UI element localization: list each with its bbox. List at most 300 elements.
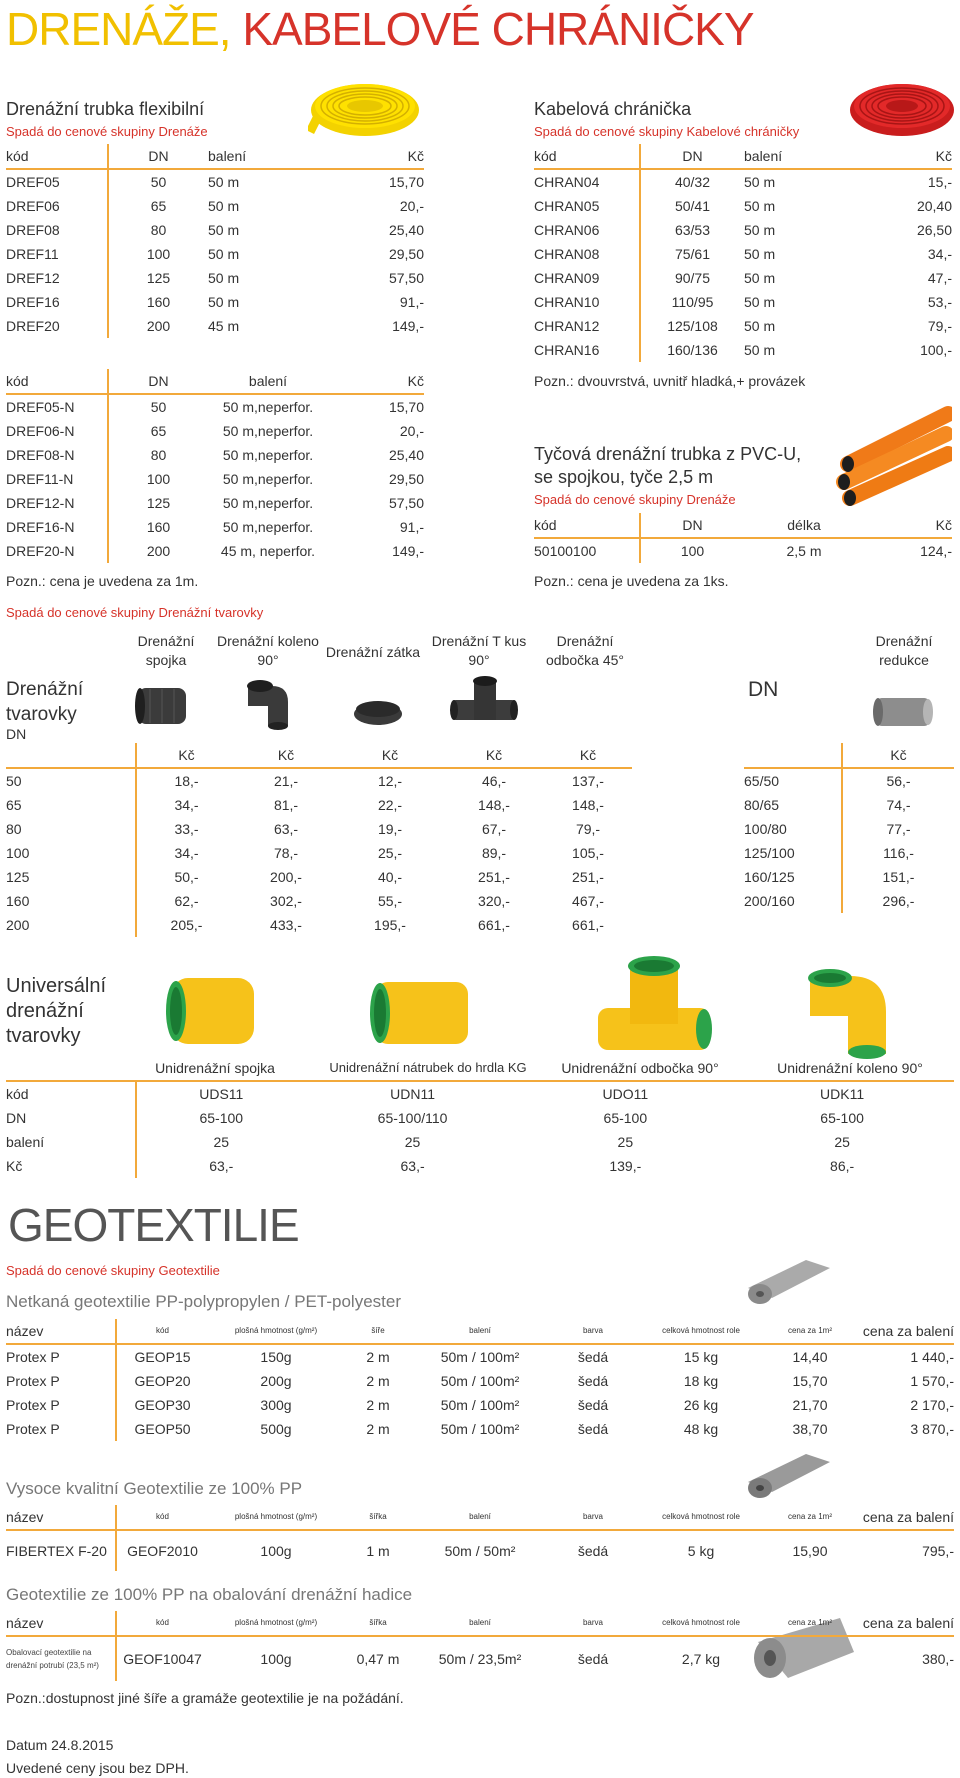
column-header: kód (534, 513, 640, 538)
table-cell: 200/160 (744, 889, 842, 913)
universal-title-line2: drenážní (6, 1000, 84, 1022)
table-cell: 296,- (882, 893, 915, 909)
table-row (6, 443, 424, 467)
column-header: DN (640, 144, 744, 169)
table-row (534, 314, 952, 338)
fitting-col-2-line2: 90° (257, 652, 279, 668)
table-row (6, 1130, 953, 1154)
table-row (534, 266, 952, 290)
column-header: cena za 1m² (764, 1505, 856, 1530)
column-header: celková hmotnost role (638, 1319, 764, 1344)
table-cell: 50m / 100m² (440, 1373, 520, 1389)
table-cell: Protex P (6, 1393, 116, 1417)
table-cell: 433,- (270, 917, 302, 933)
table-row (6, 266, 424, 290)
table-header-row (6, 1611, 954, 1636)
column-header: celková hmotnost role (638, 1611, 764, 1636)
table-cell: DREF05-N (6, 394, 108, 419)
table-cell: 1 m (366, 1543, 390, 1559)
table-cell: 57,50 (388, 270, 424, 286)
table-cell: šedá (577, 1373, 609, 1389)
table-cell: GEOP50 (134, 1421, 191, 1437)
table-cell: 100 (146, 246, 171, 262)
table-cell: 45 m (208, 318, 240, 334)
table-row (6, 913, 632, 937)
table-cell: 105,- (572, 845, 604, 861)
column-header: balení (412, 1505, 548, 1530)
table-cell: CHRAN09 (534, 266, 640, 290)
cable-group: Spadá do cenové skupiny Kabelové chráničky (534, 124, 800, 139)
pvc-group: Spadá do cenové skupiny Drenáže (534, 492, 736, 507)
table-cell: FIBERTEX F-20 (6, 1530, 116, 1571)
table-row (534, 290, 952, 314)
table-cell: 205,- (170, 917, 203, 933)
column-header: celková hmotnost role (638, 1505, 764, 1530)
table-row (6, 515, 424, 539)
table-cell: 50 m (744, 198, 776, 214)
table-cell: 74,- (886, 797, 911, 813)
table-cell: UDO11 (602, 1086, 649, 1102)
cable-title: Kabelová chránička (534, 99, 692, 119)
table-cell: 63,- (273, 821, 299, 837)
table-cell: 100 (146, 471, 171, 487)
table-cell: 34,- (174, 797, 199, 813)
fitting-col-5-line2: odbočka 45° (546, 652, 624, 668)
table-cell: 81,- (273, 797, 299, 813)
table-cell: 25 (404, 1134, 421, 1150)
column-header: cena za balení (856, 1505, 954, 1530)
column-header: barva (548, 1319, 638, 1344)
table-row (6, 889, 632, 913)
table-cell: 50 (150, 174, 167, 190)
table-cell: 91,- (399, 519, 424, 535)
row-label: Kč (6, 1154, 136, 1178)
table-header-row (6, 369, 424, 394)
table-row (744, 841, 954, 865)
table-cell: 21,- (273, 773, 299, 789)
table-row (534, 218, 952, 242)
table-cell: 124,- (920, 543, 952, 559)
fittings-table (6, 743, 632, 937)
red-pipe-coil-image (846, 76, 956, 138)
table-cell: 15,- (927, 174, 952, 190)
fitting-col-1-line2: spojka (145, 652, 187, 668)
table-cell: 795,- (922, 1543, 954, 1559)
reducer-image (872, 690, 934, 732)
geo-sub3: Geotextilie ze 100% PP na obalování drenážní hadice (6, 1585, 413, 1604)
table-cell: 200 (6, 913, 136, 937)
table-cell: 40,- (377, 869, 403, 885)
table-row (744, 889, 954, 913)
column-header: kód (116, 1611, 208, 1636)
table-cell: GEOP20 (134, 1373, 191, 1389)
table-cell: 15,70 (388, 399, 424, 415)
table-cell: 67,- (481, 821, 507, 837)
table-cell: 56,- (886, 773, 911, 789)
table-cell: 200 (146, 543, 171, 559)
table-row (6, 194, 424, 218)
reduction-dn-label: DN (748, 678, 779, 701)
table-cell: 148,- (572, 797, 604, 813)
column-header: balení (208, 369, 328, 394)
table-cell: 57,50 (388, 495, 424, 511)
product-name-line: drenážní potrubí (23,5 m²) (6, 1661, 99, 1670)
table-cell: CHRAN12 (534, 314, 640, 338)
geo-table-2 (6, 1505, 954, 1571)
table-cell: 50 m (744, 246, 776, 262)
fittings-label-line2: tvarovky (6, 704, 77, 725)
column-header: Kč (136, 743, 236, 768)
table-cell: 149,- (392, 543, 424, 559)
table-cell: DREF11 (6, 242, 108, 266)
table-cell: 50 m (208, 222, 240, 238)
table-row (6, 218, 424, 242)
column-header: kód (6, 369, 108, 394)
table-cell: 65 (6, 793, 136, 817)
table-cell: GEOF2010 (127, 1543, 198, 1559)
table-cell: 50m / 23,5m² (438, 1651, 522, 1667)
table-cell: 100g (260, 1651, 292, 1667)
table-cell: 91,- (399, 294, 424, 310)
table-row (6, 314, 424, 338)
table-cell: 50 m (208, 174, 240, 190)
table-cell: DREF20 (6, 314, 108, 338)
table-row (534, 169, 952, 194)
table-cell: DREF05 (6, 169, 108, 194)
table-cell: 65/50 (744, 768, 842, 793)
table-cell: 77,- (886, 821, 911, 837)
table-cell: 50/41 (674, 198, 711, 214)
table-cell: Protex P (6, 1344, 116, 1369)
column-header: kód (116, 1505, 208, 1530)
table-cell: CHRAN04 (534, 169, 640, 194)
table-cell: 65-100 (820, 1110, 864, 1126)
table-cell: 50 m,neperfor. (222, 447, 314, 463)
column-header: Kč (864, 513, 952, 538)
table-cell: CHRAN06 (534, 218, 640, 242)
table-row (6, 491, 424, 515)
universal-product-4: Unidrenážní koleno 90° (777, 1060, 923, 1076)
table-cell: 50,- (174, 869, 199, 885)
table-cell: 251,- (572, 869, 604, 885)
table-cell: 33,- (174, 821, 199, 837)
column-header: Kč (864, 144, 952, 169)
table-cell: DREF12 (6, 266, 108, 290)
table-cell: 65-100 (199, 1110, 244, 1126)
table-cell: 25,40 (388, 447, 424, 463)
table-cell: 34,- (174, 845, 199, 861)
table-cell: 62,- (174, 893, 199, 909)
table-cell: 195,- (374, 917, 406, 933)
column-header: plošná hmotnost (g/m²) (208, 1505, 344, 1530)
table-row (6, 1344, 954, 1369)
table-cell: 50m / 100m² (440, 1397, 520, 1413)
table-cell: 1 440,- (910, 1349, 954, 1365)
table-cell: 34,- (927, 246, 952, 262)
column-header: barva (548, 1505, 638, 1530)
table-cell: 15,70 (388, 174, 424, 190)
table-cell: 139,- (609, 1158, 642, 1174)
pvc-table (534, 513, 952, 563)
table-row (534, 338, 952, 362)
table-cell: 125 (6, 865, 136, 889)
table-cell: 90/75 (674, 270, 711, 286)
universal-title (6, 974, 106, 1049)
column-header: Kč (328, 144, 424, 169)
table-cell: 50 m (208, 294, 240, 310)
table-row (6, 841, 632, 865)
table-cell: 2 m (366, 1421, 390, 1437)
table-cell: DREF20-N (6, 539, 108, 563)
product-name-line: Obalovací geotextilie na (6, 1648, 92, 1657)
table-row (6, 1082, 953, 1106)
geo-table-3 (6, 1611, 954, 1681)
geotextile-roll-image-2 (742, 1448, 834, 1502)
table-cell: 25,40 (388, 222, 424, 238)
table-row (6, 1530, 954, 1571)
fitting-col-4-header (424, 632, 534, 670)
flex-pipe-table (6, 144, 424, 338)
cable-table (534, 144, 952, 362)
table-cell: GEOF10047 (123, 1651, 202, 1667)
table-cell: GEOP15 (134, 1349, 191, 1365)
table-cell: šedá (577, 1421, 609, 1437)
reduction-table (744, 743, 954, 913)
table-cell: 100 (6, 841, 136, 865)
table-cell: 160/136 (667, 342, 718, 358)
table-cell: 5 kg (687, 1543, 715, 1559)
column-header: balení (412, 1319, 548, 1344)
table-cell: 2,7 kg (681, 1651, 721, 1667)
cap-image (352, 694, 404, 728)
column-header: barva (548, 1611, 638, 1636)
table-row (6, 1106, 953, 1130)
table-row (534, 242, 952, 266)
table-cell: DREF12-N (6, 491, 108, 515)
column-header: šířka (344, 1505, 412, 1530)
table-cell: 50m / 100m² (440, 1349, 520, 1365)
pvc-title (534, 443, 801, 489)
table-cell: 50 m,neperfor. (222, 495, 314, 511)
table-row (6, 817, 632, 841)
table-cell: 50 m (744, 222, 776, 238)
table-cell: DREF06-N (6, 419, 108, 443)
table-cell: 26,50 (916, 222, 952, 238)
table-row (6, 1369, 954, 1393)
fitting-col-4-line2: 90° (468, 652, 490, 668)
table-cell: 50 m (744, 342, 776, 358)
table-cell: 50 m (744, 318, 776, 334)
table-header-row (6, 743, 632, 768)
column-header: šíře (344, 1319, 412, 1344)
table-cell: 2 m (366, 1397, 390, 1413)
table-cell: 25,- (377, 845, 403, 861)
universal-title-line3: tvarovky (6, 1025, 81, 1047)
table-cell: 65 (150, 423, 167, 439)
table-cell: 302,- (270, 893, 302, 909)
fittings-dn-label: DN (6, 726, 27, 742)
table-cell: 48 kg (683, 1421, 719, 1437)
table-cell: DREF06 (6, 194, 108, 218)
table-cell: 160 (146, 294, 171, 310)
table-cell: šedá (577, 1397, 609, 1413)
table-cell: DREF16-N (6, 515, 108, 539)
column-header: DN (640, 513, 744, 538)
flex-pipe-n-table (6, 369, 424, 563)
table-cell: 110/95 (671, 294, 714, 310)
geo-sub2: Vysoce kvalitní Geotextilie ze 100% PP (6, 1479, 303, 1498)
table-cell: 25 (834, 1134, 850, 1150)
table-cell: DREF08-N (6, 443, 108, 467)
table-row (6, 419, 424, 443)
table-cell: 150g (260, 1349, 292, 1365)
geo-group: Spadá do cenové skupiny Geotextilie (6, 1263, 220, 1278)
table-cell: 50100100 (534, 538, 640, 563)
table-cell: šedá (577, 1349, 609, 1365)
table-cell: 53,- (927, 294, 952, 310)
fitting-col-1-header (118, 632, 214, 670)
footer-vat: Uvedené ceny jsou bez DPH. (6, 1760, 189, 1776)
table-row (6, 1154, 953, 1178)
column-header: název (6, 1505, 116, 1530)
table-cell (764, 1636, 856, 1681)
table-cell: 2,5 m (786, 543, 822, 559)
table-cell: 63,- (209, 1158, 234, 1174)
table-row (744, 768, 954, 793)
table-row (6, 865, 632, 889)
column-header: balení (744, 144, 864, 169)
reduction-title-line1: Drenážní (875, 633, 933, 649)
table-row (6, 290, 424, 314)
column-header: délka (744, 513, 864, 538)
table-cell: DREF11-N (6, 467, 108, 491)
table-cell: 251,- (478, 869, 510, 885)
table-cell: UDN11 (390, 1086, 435, 1102)
table-header-row (744, 743, 954, 768)
table-cell: 65-100/110 (377, 1110, 448, 1126)
column-header: Kč (544, 743, 632, 768)
table-cell: šedá (577, 1651, 609, 1667)
coupling-image (134, 680, 190, 730)
universal-table (6, 1082, 954, 1178)
universal-socket-image (364, 968, 474, 1058)
cable-note: Pozn.: dvouvrstvá, uvnitř hladká,+ provázek (534, 373, 806, 389)
table-cell: 50 m,neperfor. (222, 471, 314, 487)
geo-sub1: Netkaná geotextilie PP-polypropylen / PET-polyester (6, 1292, 401, 1311)
table-cell: 2 170,- (910, 1397, 954, 1413)
table-cell: 89,- (481, 845, 507, 861)
table-cell: CHRAN05 (534, 194, 640, 218)
table-cell: 63,- (400, 1158, 425, 1174)
table-cell: 149,- (392, 318, 424, 334)
column-header: cena za 1m² (764, 1611, 856, 1636)
table-cell: 80 (150, 447, 167, 463)
table-header-row (6, 1319, 954, 1344)
table-cell: 50 m,neperfor. (222, 423, 314, 439)
table-header-row (534, 144, 952, 169)
table-cell: 467,- (572, 893, 604, 909)
table-cell: 50 m (744, 270, 776, 286)
table-cell: 50 m (208, 198, 240, 214)
column-header: Kč (336, 743, 444, 768)
table-cell: 160 (146, 519, 171, 535)
table-cell: 160/125 (744, 865, 842, 889)
table-cell: 50m / 100m² (440, 1421, 520, 1437)
flex-pipe-group: Spadá do cenové skupiny Drenáže (6, 124, 208, 139)
column-header: DN (108, 144, 208, 169)
table-cell: 1 570,- (910, 1373, 954, 1389)
universal-product-1: Unidrenážní spojka (155, 1060, 275, 1076)
table-cell: 100,- (920, 342, 952, 358)
fitting-col-2-header (208, 632, 328, 670)
universal-title-line1: Universální (6, 975, 107, 997)
table-cell: 25 (213, 1134, 230, 1150)
row-label: kód (6, 1082, 136, 1106)
table-cell: 22,- (377, 797, 403, 813)
column-header: Kč (842, 743, 954, 768)
column-header: kód (534, 144, 640, 169)
table-cell: 661,- (572, 917, 604, 933)
table-cell: 50 m (208, 246, 240, 262)
table-cell: 3 870,- (910, 1421, 954, 1437)
empty-cell (744, 743, 842, 768)
column-header: cena za balení (856, 1319, 954, 1344)
column-header: šířka (344, 1611, 412, 1636)
table-cell: 160 (6, 889, 136, 913)
table-row (744, 817, 954, 841)
table-cell: 47,- (927, 270, 952, 286)
table-cell: 151,- (882, 869, 915, 885)
universal-product-3: Unidrenážní odbočka 90° (561, 1060, 719, 1076)
table-cell: UDK11 (820, 1086, 865, 1102)
column-header: kód (6, 144, 108, 169)
fitting-col-5-line1: Drenážní (556, 633, 614, 649)
table-cell: 125/108 (667, 318, 718, 334)
table-cell: 79,- (927, 318, 952, 334)
fitting-col-4-line1: Drenážní T kus (431, 633, 527, 649)
geo-table-1 (6, 1319, 954, 1441)
column-header: balení (208, 144, 328, 169)
table-cell: 100g (260, 1543, 292, 1559)
table-cell: 79,- (575, 821, 601, 837)
table-cell: Protex P (6, 1369, 116, 1393)
table-cell: 80 (6, 817, 136, 841)
flex-pipe-title: Drenážní trubka flexibilní (6, 99, 205, 119)
table-cell: 116,- (883, 845, 914, 861)
table-cell: 2 m (366, 1349, 390, 1365)
table-cell: 100 (680, 543, 705, 559)
pvc-note: Pozn.: cena je uvedena za 1ks. (534, 573, 729, 589)
title-part2: KABELOVÉ CHRÁNIČKY (242, 3, 754, 55)
table-row (6, 768, 632, 793)
universal-branch-image (592, 950, 716, 1060)
table-cell: 29,50 (388, 246, 424, 262)
column-header: cena za balení (856, 1611, 954, 1636)
flex-pipe-note: Pozn.: cena je uvedena za 1m. (6, 573, 199, 589)
table-cell: 20,40 (916, 198, 952, 214)
table-cell: šedá (577, 1543, 609, 1559)
table-cell: 26 kg (683, 1397, 719, 1413)
table-header-row (6, 1505, 954, 1530)
geo-note: Pozn.:dostupnost jiné šíře a gramáže geotextilie je na požádání. (6, 1690, 404, 1706)
table-cell: DREF08 (6, 218, 108, 242)
fittings-group: Spadá do cenové skupiny Drenážní tvarovky (6, 605, 264, 620)
table-header-row (534, 513, 952, 538)
table-cell: 50 m,neperfor. (222, 519, 314, 535)
table-cell: 46,- (481, 773, 507, 789)
table-cell: 0,47 m (356, 1651, 400, 1667)
elbow-image (238, 672, 294, 732)
